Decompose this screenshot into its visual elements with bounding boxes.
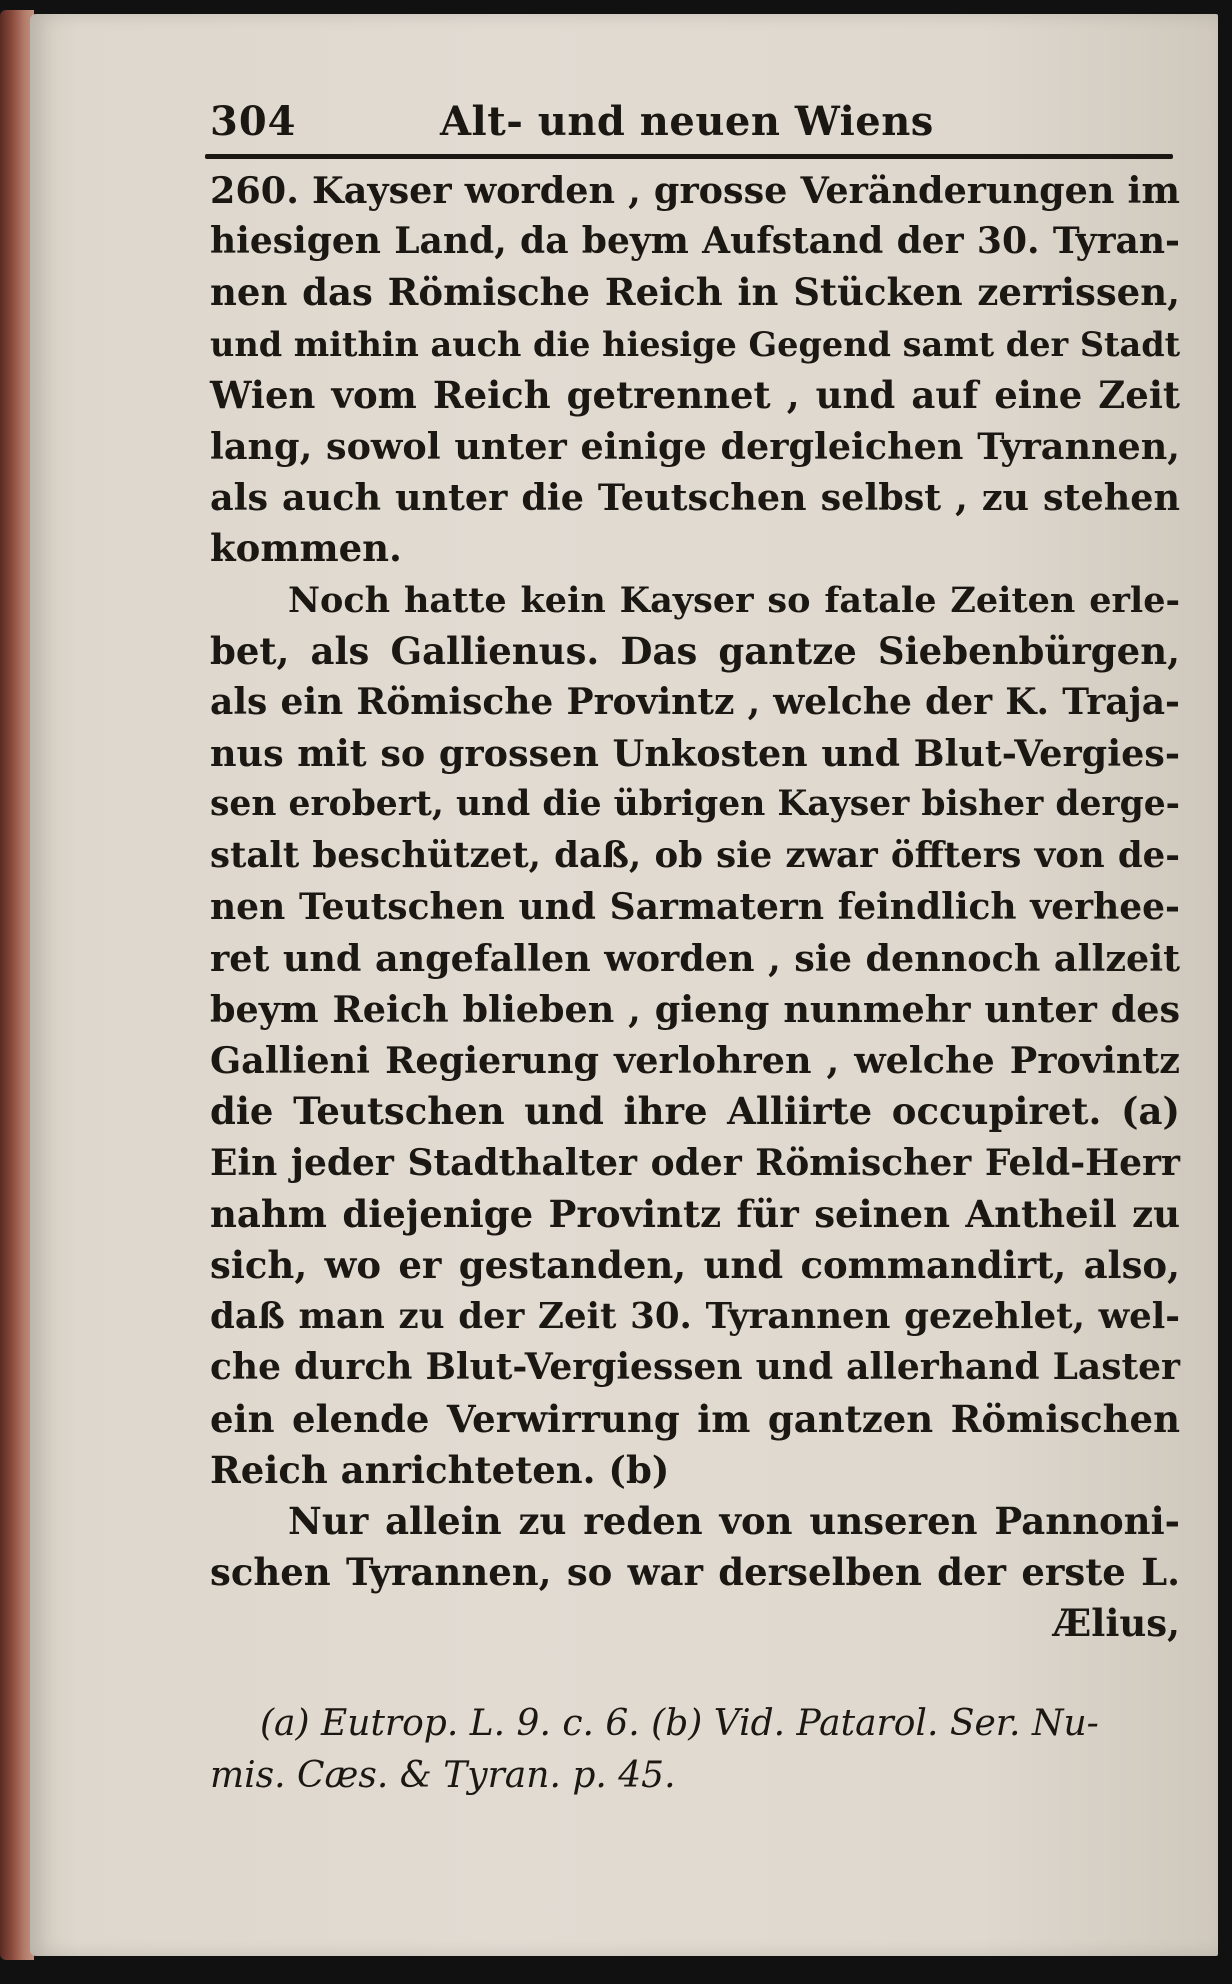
footnotes [210,1698,1180,1802]
text-line: lang, sowol unter einige dergleichen Tyrannen, [210,424,1180,468]
text-line: sen erobert, und die übrigen Kayser bisher derge- [210,784,1180,825]
text-line: als auch unter die Teutschen selbst , zu stehen [210,476,1180,520]
running-head [210,98,1170,158]
text-line: che durch Blut-Vergiessen und allerhand Laster [210,1346,1180,1389]
text-line: Gallieni Regierung verlohren , welche Provintz [210,1039,1180,1083]
text-line: 260. Kayser worden , grosse Veränderungen im [210,169,1180,212]
text-line: nus mit so grossen Unkosten und Blut-Vergies- [210,732,1180,776]
text-line: daß man zu der Zeit 30. Tyrannen gezehlet, wel- [210,1296,1180,1338]
body-text [210,165,1180,1649]
footnote-line: mis. Cæs. & Tyran. p. 45. [210,1755,676,1796]
text-line: Ein jeder Stadthalter oder Römischer Feld-Herr [210,1141,1180,1184]
catchword: Ælius, [1053,1601,1180,1646]
header-rule [205,154,1173,159]
text-line: und mithin auch die hiesige Gegend samt der Stadt [210,324,1181,364]
text-line: nen das Römische Reich in Stücken zerrissen, [210,270,1180,315]
text-line: ret und angefallen worden , sie dennoch allzeit [210,936,1180,980]
page-number: 304 [210,98,297,145]
text-line: als ein Römische Provintz , welche der K. Traja- [210,680,1180,723]
book-edge [0,10,34,1960]
footnote-line: (a) Eutrop. L. 9. c. 6. (b) Vid. Patarol. Ser. Nu- [260,1703,1099,1744]
text-line: Wien vom Reich getrennet , und auf eine Zeit [210,372,1180,417]
text-line: sich, wo er gestanden, und commandirt, also, [210,1242,1180,1287]
text-line: die Teutschen und ihre Alliirte occupiret. (a) [210,1089,1180,1134]
text-line: Nur allein zu reden von unseren Pannoni- [288,1498,1180,1543]
text-line: hiesigen Land, da beym Aufstand der 30. Tyran- [210,220,1180,263]
text-line: Noch hatte kein Kayser so fatale Zeiten erle- [288,579,1180,621]
running-title: Alt- und neuen Wiens [440,98,934,145]
text-line: Reich anrichteten. (b) [210,1447,670,1492]
text-line: stalt beschützet, daß, ob sie zwar öffters von de- [210,835,1180,877]
text-line: beym Reich blieben , gieng nunmehr unter des [210,988,1180,1031]
text-line: kommen. [210,526,402,571]
text-line: schen Tyrannen, so war derselben der erste L. [210,1550,1180,1595]
text-line: ein elende Verwirrung im gantzen Römischen [210,1396,1180,1441]
text-line: nen Teutschen und Sarmatern feindlich verhee- [210,885,1180,928]
text-line: bet, als Gallienus. Das gantze Siebenbürgen, [210,628,1180,673]
text-line: nahm diejenige Provintz für seinen Antheil zu [210,1191,1180,1236]
